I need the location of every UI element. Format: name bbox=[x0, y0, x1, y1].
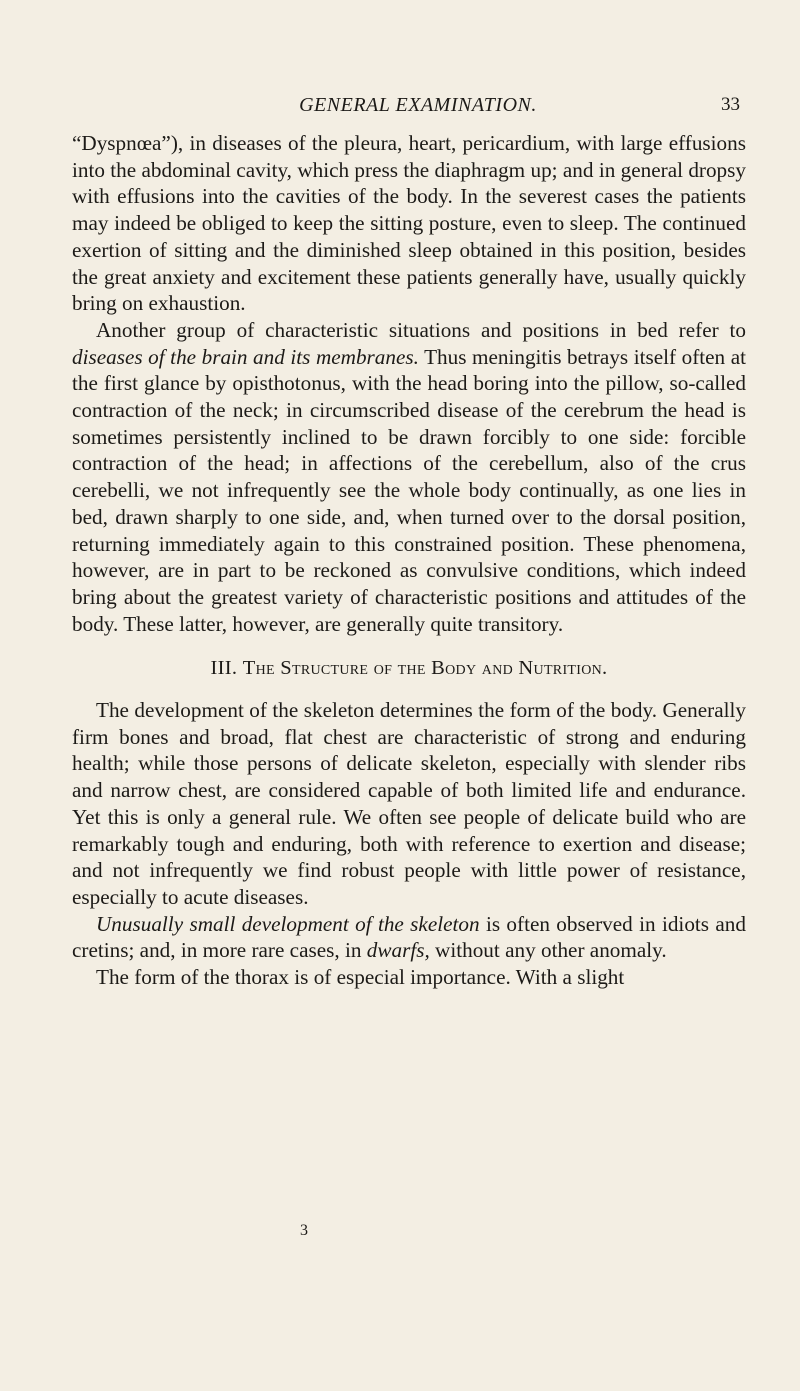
section-number: III. bbox=[210, 657, 238, 680]
paragraph-thorax: The form of the thorax is of especial importance. With a slight bbox=[96, 965, 625, 990]
page-number: 33 bbox=[721, 94, 740, 115]
section-heading bbox=[72, 655, 746, 682]
signature-mark: 3 bbox=[300, 1222, 308, 1239]
paragraph-brain-diseases bbox=[72, 317, 746, 637]
paragraph-dyspnoea: “Dyspnœa”), in diseases of the pleura, heart, pericardium, with large effusions into the abdominal cavity, which press the diaphragm up; and in general dropsy with effusions into the cavities of the body. In the severest cases the patients may indeed be obliged to keep the sitting posture, even to sleep. The continued exertion of sitting and the diminished sleep obtained in this position, besides the great anxiety and excitement these patients generally have, usually quickly bring on exhaustion. bbox=[72, 131, 746, 316]
paragraph-small-development-end: without any other anomaly. bbox=[429, 938, 667, 963]
paragraph-skeleton: The development of the skeleton determines the form of the body. Generally firm bones and broad, flat chest are characteristic of strong and enduring health; while those persons of delicate skeleton, especially with slender ribs and narrow chest, are considered capable of both limited life and endurance. Yet this is only a general rule. We often see people of delicate build who are remarkably tough and enduring, both with reference to exertion and disease; and not infrequently we find robust people with little power of resistance, especially to acute diseases. bbox=[72, 698, 746, 909]
dwarfs-emphasis: dwarfs, bbox=[366, 938, 430, 963]
paragraph-small-development bbox=[72, 911, 746, 964]
paragraph-small-development-mid: is often observed in idiots and cretins; and, in more rare cases, in bbox=[72, 911, 746, 963]
page-header bbox=[96, 90, 740, 120]
paragraph-brain-rest: Thus meningitis betrays itself often at the first glance by opisthotonus, with the head boring into the pillow, so-called contraction of the neck; in circumscribed disease of the cerebrum the head is sometimes persistently inclined to be drawn forcibly to one side: forcible contraction of the head; in affections of the cerebellum, also of the crus cerebelli, we not infrequently see the whole body continually, as one lies in bed, drawn sharply to one side, and, when turned over to the dorsal position, returning immediately again to this constrained position. These phenomena, however, are in part to be reckoned as convulsive conditions, which indeed bring about the greatest variety of characteristic positions and attitudes of the body. These latter, however, are generally quite transitory. bbox=[72, 344, 746, 636]
brain-membranes-emphasis: diseases of the brain and its membranes. bbox=[72, 344, 419, 369]
section-title: The Structure of the Body and Nutrition. bbox=[242, 657, 608, 680]
body-text bbox=[72, 130, 746, 991]
running-head: GENERAL EXAMINATION. bbox=[299, 94, 537, 116]
paragraph-brain-start: Another group of characteristic situations and positions in bed refer to bbox=[96, 317, 746, 342]
small-development-emphasis: Unusually small development of the skeleton bbox=[96, 911, 480, 936]
